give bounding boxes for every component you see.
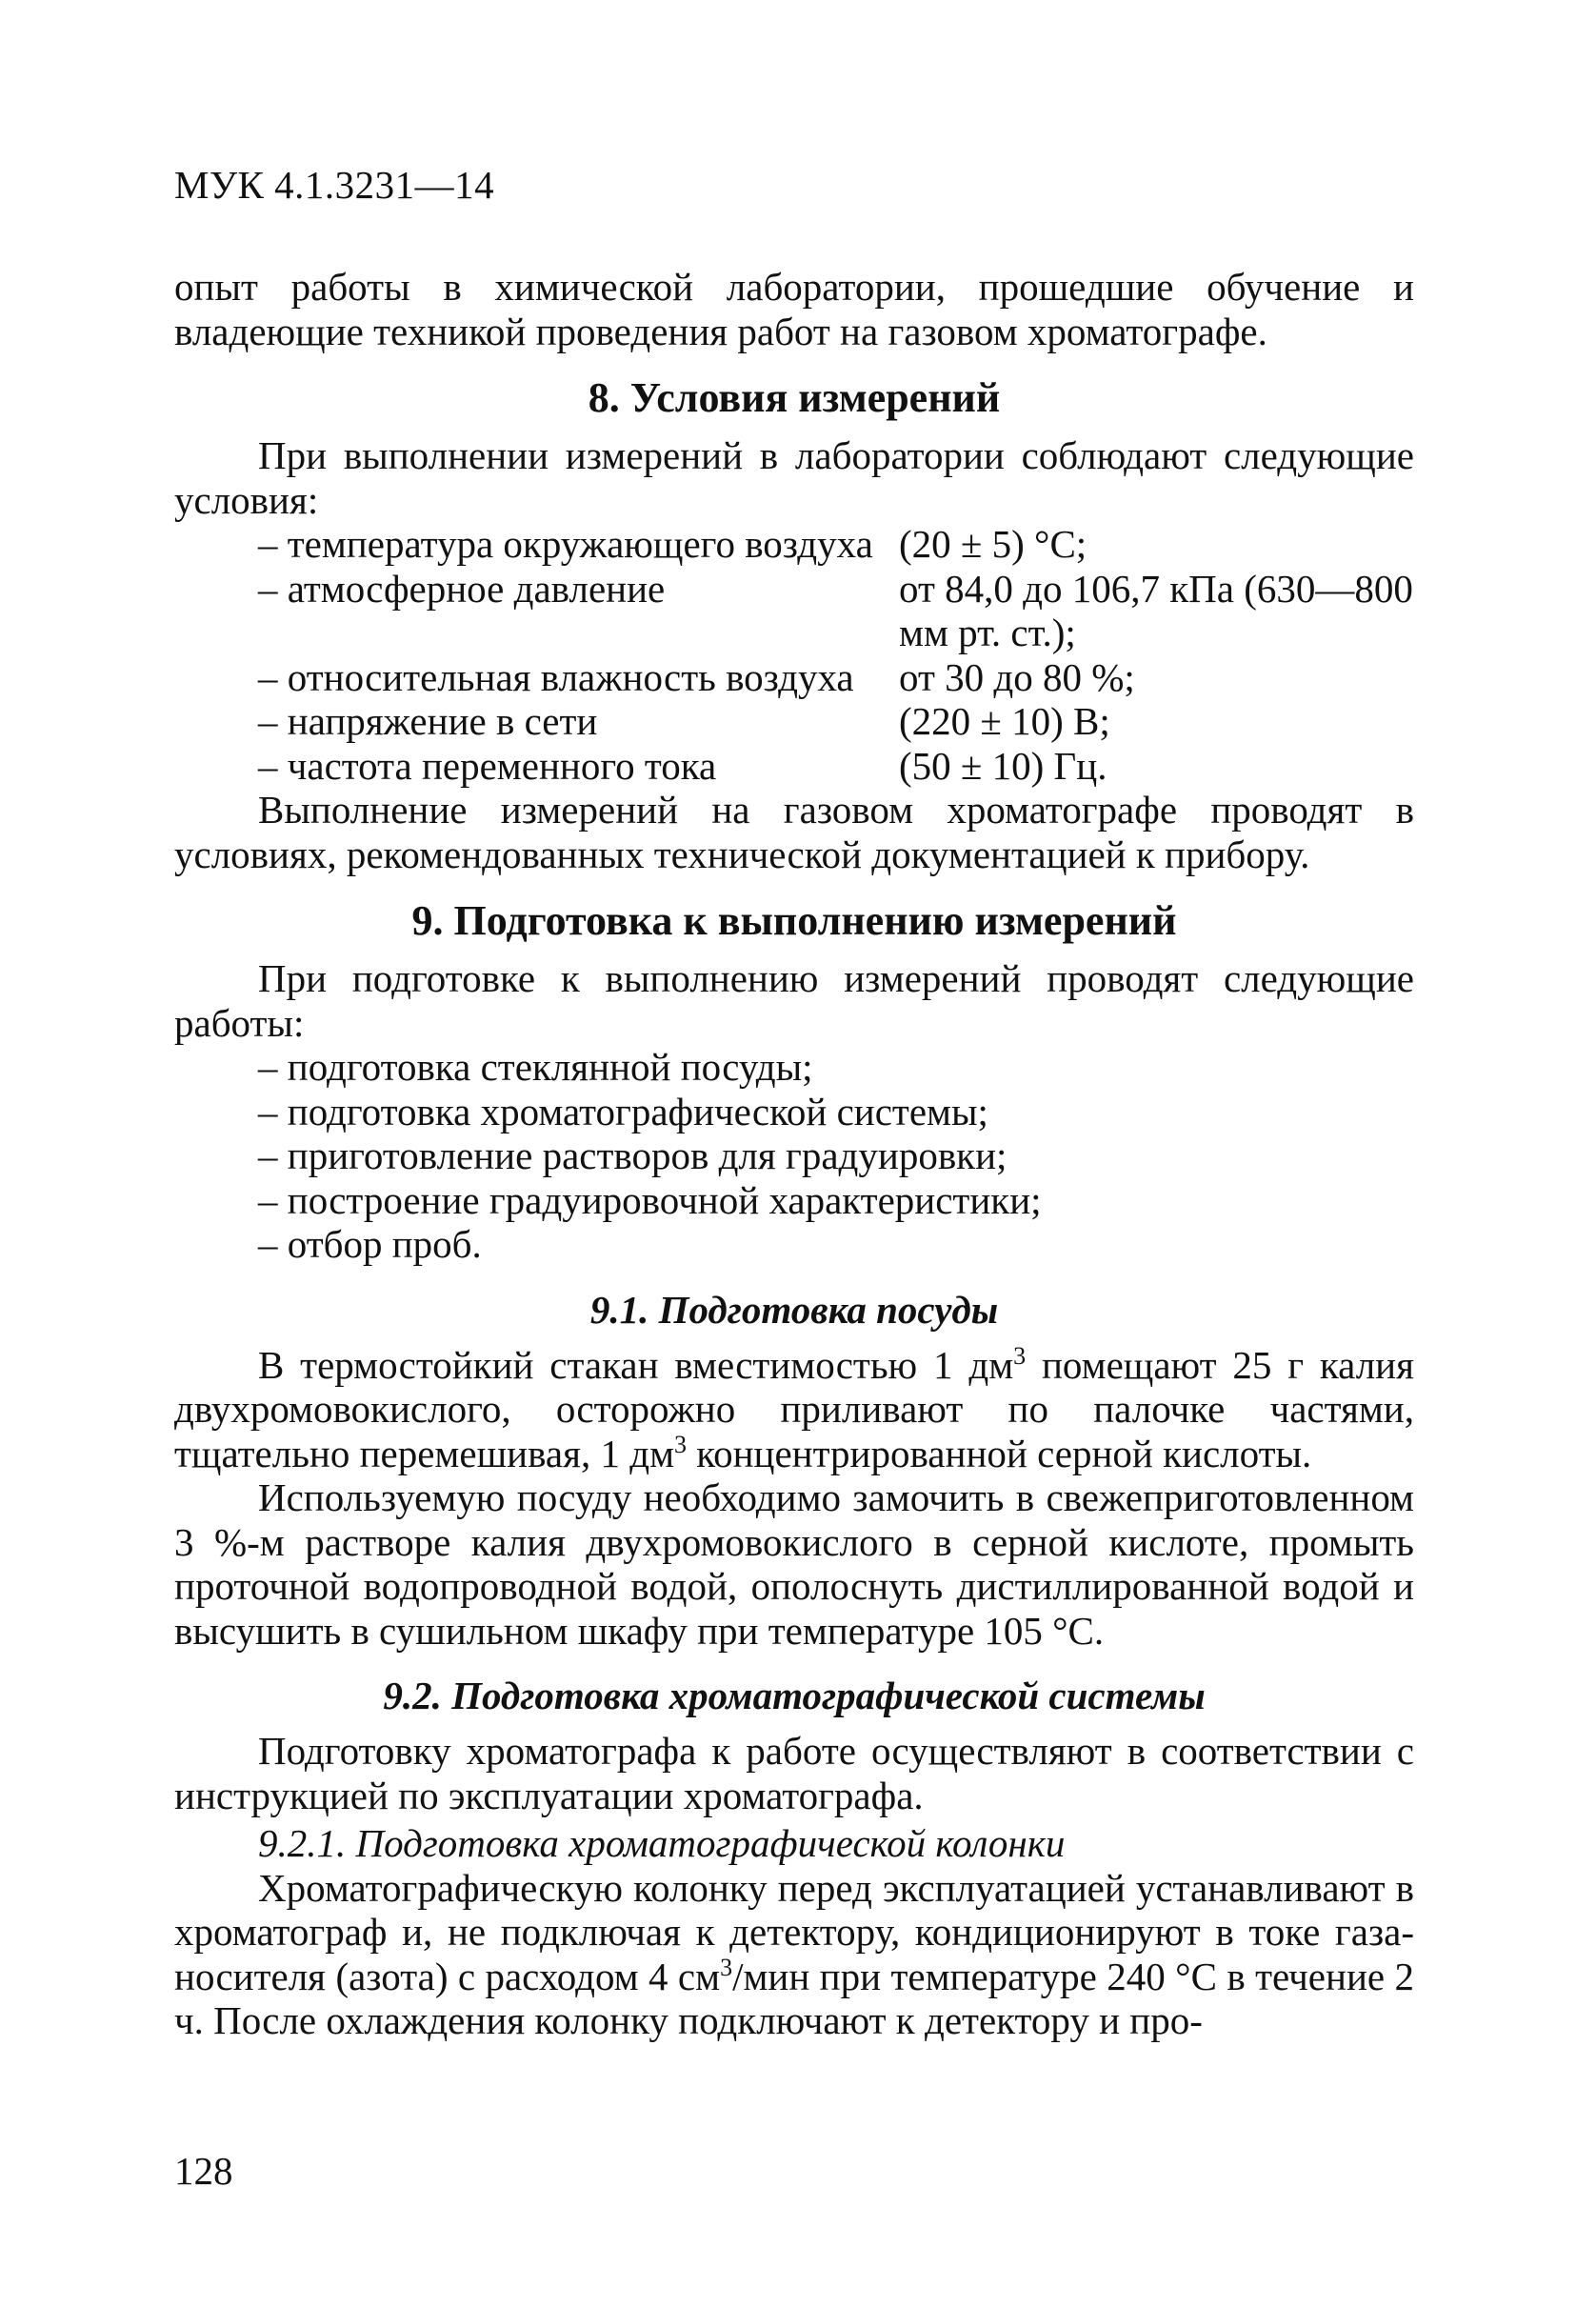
subsection-9-2-paragraph-1: Подготовку хроматографа к работе осуществляют в соответствии с инструкцией по эксплуатации хроматографа. [174, 1729, 1414, 1817]
superscript-cube: 3 [1013, 1341, 1027, 1370]
section-9-heading: 9. Подготовка к выполнению измерений [411, 897, 1177, 944]
condition-row [258, 567, 1414, 655]
condition-value: (50 ± 10) Гц. [899, 743, 1107, 788]
list-item: – приготовление растворов для градуировки; [258, 1133, 1007, 1177]
measurement-conditions-table [258, 522, 1414, 788]
page-number: 128 [174, 2149, 233, 2193]
document-page [174, 0, 1414, 2307]
condition-value: от 30 до 80 %; [899, 654, 1135, 699]
condition-value: (20 ± 5) °С; [899, 522, 1087, 566]
superscript-cube: 3 [674, 1430, 688, 1458]
condition-name: – атмосферное давление [258, 566, 666, 611]
list-item: – отбор проб. [258, 1222, 482, 1266]
condition-name: – частота переменного тока [258, 743, 717, 788]
page-body [174, 265, 1414, 2043]
subsection-9-1-paragraph-2: Используемую посуду необходимо замочить в свежеприготовленном 3 %-м растворе калия двухромовокислого в серной кислоте, промыть проточной водопроводной водой, ополоснуть дистиллированной водой и высушить в сушильном шкафу при температуре 105 °С. [174, 1475, 1414, 1653]
list-item: – подготовка стеклянной посуды; [258, 1045, 813, 1089]
condition-value: от 84,0 до 106,7 кПа (630—800 мм рт. ст.); [899, 566, 1413, 654]
list-item: – построение градуировочной характеристики; [258, 1177, 1042, 1222]
condition-name: – относительная влажность воздуха [258, 654, 854, 699]
condition-value: (220 ± 10) В; [899, 699, 1110, 743]
section-9-intro: При подготовке к выполнению измерений проводят следующие работы: [174, 956, 1414, 1045]
text-fragment: /мин при температуре 240 °С в течение 2 ч. После охлаждения колонку подключают к детектору и про- [174, 1954, 1414, 2042]
preparation-work-list [174, 1045, 1414, 1267]
intro-paragraph: опыт работы в химической лаборатории, прошедшие обучение и владеющие техникой проведения работ на газовом хроматографе. [174, 265, 1414, 353]
section-8-intro: При выполнении измерений в лаборатории соблюдают следующие условия: [174, 433, 1414, 522]
subsection-9-2-1-paragraph [174, 1866, 1414, 2043]
subsection-9-2-1-heading: 9.2.1. Подготовка хроматографической колонки [258, 1821, 1066, 1865]
list-item: – подготовка хроматографической системы; [258, 1089, 988, 1133]
subsection-9-1-heading: 9.1. Подготовка посуды [589, 1287, 999, 1332]
superscript-cube: 3 [720, 1953, 733, 1981]
condition-name: – температура окружающего воздуха [258, 522, 873, 566]
subsection-9-2-heading: 9.2. Подготовка хроматографической системы [383, 1674, 1206, 1717]
subsection-9-1-paragraph-1 [174, 1343, 1414, 1476]
text-fragment: Хроматографическую колонку перед эксплуатацией устанавливают в хроматограф и, не подключая к детектору, кондиционируют в токе газа-носителя (азота) с расходом 4 см [174, 1865, 1414, 1998]
condition-row [258, 744, 1414, 789]
text-fragment: помещают 25 г калия двухромовокислого, осторожно приливают по палочке частями, тщательно перемешивая, 1 дм [174, 1342, 1414, 1475]
condition-name: – напряжение в сети [258, 699, 598, 743]
condition-row [258, 655, 1414, 700]
section-8-closing: Выполнение измерений на газовом хроматографе проводят в условиях, рекомендованных технической документацией к прибору. [174, 788, 1414, 876]
document-code-header: МУК 4.1.3231—14 [174, 163, 495, 207]
text-fragment: концентрированной серной кислоты. [687, 1431, 1312, 1475]
condition-row [258, 522, 1414, 567]
text-fragment: В термостойкий стакан вместимостью 1 дм [258, 1342, 1014, 1387]
section-8-heading: 8. Условия измерений [588, 374, 1001, 421]
condition-row [258, 699, 1414, 744]
